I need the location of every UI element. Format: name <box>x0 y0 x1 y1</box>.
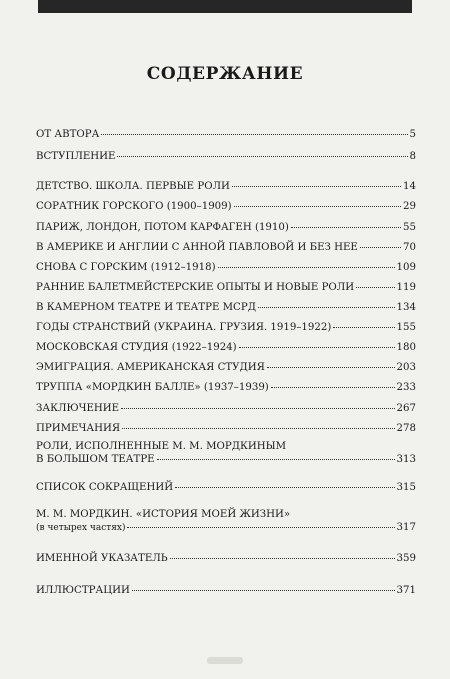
toc-entry-page: 315 <box>396 482 416 493</box>
toc-entry-title: СНОВА С ГОРСКИМ (1912–1918) <box>36 262 216 273</box>
toc-entry-page: 109 <box>396 262 416 273</box>
dot-leader <box>175 487 394 488</box>
toc-entry[interactable] <box>36 321 416 334</box>
dot-leader <box>132 590 395 591</box>
toc-entry[interactable] <box>36 422 416 435</box>
dot-leader <box>271 387 395 388</box>
dot-leader <box>117 156 407 157</box>
page-footer-mark <box>207 657 243 664</box>
toc-entry-title: М. М. МОРДКИН. «ИСТОРИЯ МОЕЙ ЖИЗНИ» <box>36 509 291 520</box>
toc-entry-page: 278 <box>396 423 416 434</box>
toc-entry-page: 134 <box>396 302 416 313</box>
toc-entry[interactable] <box>36 341 416 354</box>
toc-entry[interactable] <box>36 261 416 274</box>
toc-entry-title: МОСКОВСКАЯ СТУДИЯ (1922–1924) <box>36 342 237 353</box>
toc-entry-title: ТРУППА «МОРДКИН БАЛЛЕ» (1937–1939) <box>36 382 269 393</box>
toc-entry-page: 8 <box>409 151 416 162</box>
toc-entry[interactable] <box>36 440 416 466</box>
toc-entry-title: ИМЕННОЙ УКАЗАТЕЛЬ <box>36 553 168 564</box>
toc-entry[interactable] <box>36 221 416 234</box>
toc-entry[interactable] <box>36 301 416 314</box>
toc-entry-page: 180 <box>396 342 416 353</box>
toc-entry[interactable] <box>36 281 416 294</box>
dot-leader <box>232 186 401 187</box>
toc-entry-page: 371 <box>396 585 416 596</box>
toc-entry[interactable] <box>36 150 416 163</box>
toc-entry-page: 5 <box>409 129 416 140</box>
page-title: СОДЕРЖАНИЕ <box>146 64 304 84</box>
toc-entry-page: 313 <box>396 454 416 465</box>
toc-entry-title: ПАРИЖ, ЛОНДОН, ПОТОМ КАРФАГЕН (1910) <box>36 222 289 233</box>
toc-entry-page: 119 <box>396 282 416 293</box>
dot-leader <box>170 558 395 559</box>
toc-entry-title: ОТ АВТОРА <box>36 129 100 140</box>
toc-entry[interactable] <box>36 381 416 394</box>
toc-entry-page: 29 <box>403 201 416 212</box>
toc-entry-title: РАННИЕ БАЛЕТМЕЙСТЕРСКИЕ ОПЫТЫ И НОВЫЕ РОЛИ <box>36 282 355 293</box>
toc-entry[interactable] <box>36 361 416 374</box>
toc-entry-page: 155 <box>396 322 416 333</box>
toc-entry-subtitle: (в четырех частях) <box>36 523 126 533</box>
toc-entry-page: 317 <box>396 522 416 533</box>
dot-leader <box>360 247 401 248</box>
toc-entry-page: 203 <box>396 362 416 373</box>
toc-entry-page: 14 <box>403 181 416 192</box>
toc-entry[interactable] <box>36 241 416 254</box>
top-rule <box>38 0 412 13</box>
toc-entry[interactable] <box>36 508 416 534</box>
toc-entry-title: ЗАКЛЮЧЕНИЕ <box>36 403 120 414</box>
dot-leader <box>218 267 395 268</box>
toc-entry-title: СПИСОК СОКРАЩЕНИЙ <box>36 482 174 493</box>
toc-entry-page: 359 <box>396 553 416 564</box>
toc-entry[interactable] <box>36 552 416 565</box>
dot-leader <box>122 428 394 429</box>
toc-entry-title: ПРИМЕЧАНИЯ <box>36 423 121 434</box>
dot-leader <box>127 527 394 528</box>
toc-entry-page: 233 <box>396 382 416 393</box>
toc-entry-title: ИЛЛЮСТРАЦИИ <box>36 585 130 596</box>
toc-entry[interactable] <box>36 402 416 415</box>
toc-entry[interactable] <box>36 481 416 494</box>
toc-entry[interactable] <box>36 180 416 193</box>
toc-entry-title: ДЕТСТВО. ШКОЛА. ПЕРВЫЕ РОЛИ <box>36 181 230 192</box>
dot-leader <box>356 287 394 288</box>
dot-leader <box>258 307 395 308</box>
dot-leader <box>157 459 395 460</box>
dot-leader <box>239 347 395 348</box>
toc-entry-title: ЭМИГРАЦИЯ. АМЕРИКАНСКАЯ СТУДИЯ <box>36 362 265 373</box>
toc-entry-page: 55 <box>403 222 416 233</box>
dot-leader <box>291 227 401 228</box>
toc-entry-title: ВСТУПЛЕНИЕ <box>36 151 116 162</box>
toc-entry[interactable] <box>36 200 416 213</box>
toc-entry-title: СОРАТНИК ГОРСКОГО (1900–1909) <box>36 201 232 212</box>
dot-leader <box>267 367 395 368</box>
toc-entry[interactable] <box>36 584 416 597</box>
toc-entry-title: В КАМЕРНОМ ТЕАТРЕ И ТЕАТРЕ МСРД <box>36 302 256 313</box>
toc-entry-title: В АМЕРИКЕ И АНГЛИИ С АННОЙ ПАВЛОВОЙ И БЕЗ НЕЕ <box>36 242 358 253</box>
dot-leader <box>121 408 394 409</box>
dot-leader <box>333 327 394 328</box>
toc-entry-title: ГОДЫ СТРАНСТВИЙ (УКРАИНА. ГРУЗИЯ. 1919–1922) <box>36 322 332 333</box>
toc-entry[interactable] <box>36 128 416 141</box>
toc-entry-page: 70 <box>403 242 416 253</box>
toc-entry-page: 267 <box>396 403 416 414</box>
dot-leader <box>234 206 401 207</box>
toc-entry-title: РОЛИ, ИСПОЛНЕННЫЕ М. М. МОРДКИНЫМ <box>36 441 287 452</box>
toc-entry-title-continued: В БОЛЬШОМ ТЕАТРЕ <box>36 454 155 465</box>
dot-leader <box>101 134 407 135</box>
